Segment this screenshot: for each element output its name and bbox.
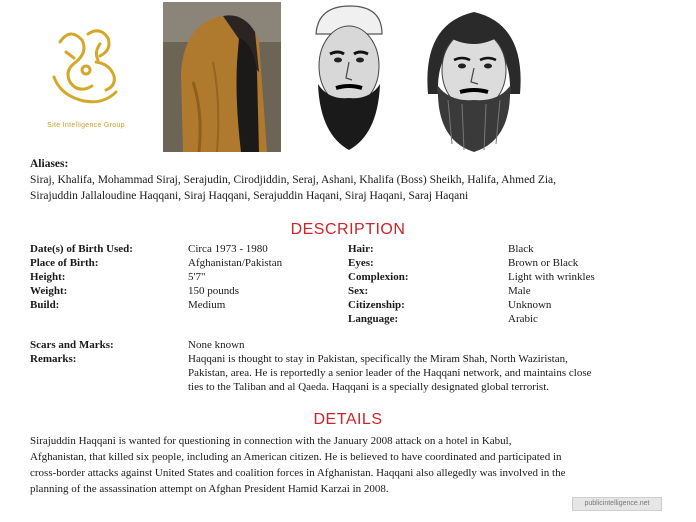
desc-label-language: Language: xyxy=(348,313,399,325)
photo-icon xyxy=(163,2,281,152)
details-heading: DETAILS xyxy=(313,411,383,428)
aliases-line-1: Siraj, Khalifa, Mohammad Siraj, Serajudin, Cirodjiddin, Seraj, Ashani, Khalifa (Boss) Sheikh, Halifa, Ahmed Zia, xyxy=(30,174,557,186)
remarks-line-3: ties to the Taliban and al Qaeda. Haqqani is a specially designated global terrorist. xyxy=(188,381,549,393)
aliases-label: Aliases: xyxy=(30,158,69,170)
remarks-line-2: Pakistan, area. He is reportedly a senior leader of the Haqqani network, and maintains close xyxy=(188,367,592,379)
details-line-1: Sirajuddin Haqqani is wanted for questioning in connection with the January 2008 attack on a hotel in Kabul, xyxy=(30,435,512,447)
desc-value-build: Medium xyxy=(188,299,226,311)
desc-label-sex: Sex: xyxy=(348,285,369,297)
desc-value-language: Arabic xyxy=(508,313,538,325)
details-line-3: cross-border attacks against United States and coalition forces in Afghanistan. Haqqani also allegedly was involved in the xyxy=(30,467,566,479)
desc-label-dob: Date(s) of Birth Used: xyxy=(30,243,133,255)
desc-value-sex: Male xyxy=(508,285,531,297)
desc-label-build: Build: xyxy=(30,299,60,311)
desc-label-hair: Hair: xyxy=(348,243,374,255)
desc-value-dob: Circa 1973 - 1980 xyxy=(188,243,268,255)
desc-label-weight: Weight: xyxy=(30,285,68,297)
desc-value-complexion: Light with wrinkles xyxy=(508,271,595,283)
sketch-face-icon xyxy=(300,4,398,154)
aliases-line-2: Sirajuddin Jallaloudine Haqqani, Siraj Haqqani, Serajuddin Haqani, Siraj Haqani, Saraj Haqani xyxy=(30,190,469,202)
desc-value-pob: Afghanistan/Pakistan xyxy=(188,257,283,269)
desc-value-eyes: Brown or Black xyxy=(508,257,579,269)
desc-label-complexion: Complexion: xyxy=(348,271,409,283)
desc-value-weight: 150 pounds xyxy=(188,285,240,297)
sketch-face-icon xyxy=(418,4,530,154)
desc-value-hair: Black xyxy=(508,243,534,255)
desc-label-citizenship: Citizenship: xyxy=(348,299,405,311)
desc-value-citizenship: Unknown xyxy=(508,299,552,311)
watermark: publicintelligence.net xyxy=(572,497,662,511)
description-heading: DESCRIPTION xyxy=(290,221,406,238)
calligraphy-logo xyxy=(30,22,142,142)
sketch-man-with-cap xyxy=(300,4,398,154)
desc-value-height: 5'7" xyxy=(188,271,206,283)
desc-label-pob: Place of Birth: xyxy=(30,257,99,269)
photo-of-man-in-shawl xyxy=(163,2,281,152)
remarks-line-1: Haqqani is thought to stay in Pakistan, specifically the Miram Shah, North Waziristan, xyxy=(188,353,568,365)
logo-caption: Site Intelligence Group xyxy=(47,122,125,129)
desc-label-height: Height: xyxy=(30,271,66,283)
remarks-label: Remarks: xyxy=(30,353,77,365)
sketch-man-long-hair xyxy=(418,4,530,154)
scars-value: None known xyxy=(188,339,245,351)
details-line-2: Afghanistan, that killed six people, including an American citizen. He is believed to have coordinated and participated in xyxy=(30,451,562,463)
scars-label: Scars and Marks: xyxy=(30,339,114,351)
logo-calligraphy-icon xyxy=(30,22,142,122)
details-line-4: planning of the assassination attempt on Afghan President Hamid Karzai in 2008. xyxy=(30,483,389,495)
desc-label-eyes: Eyes: xyxy=(348,257,374,269)
